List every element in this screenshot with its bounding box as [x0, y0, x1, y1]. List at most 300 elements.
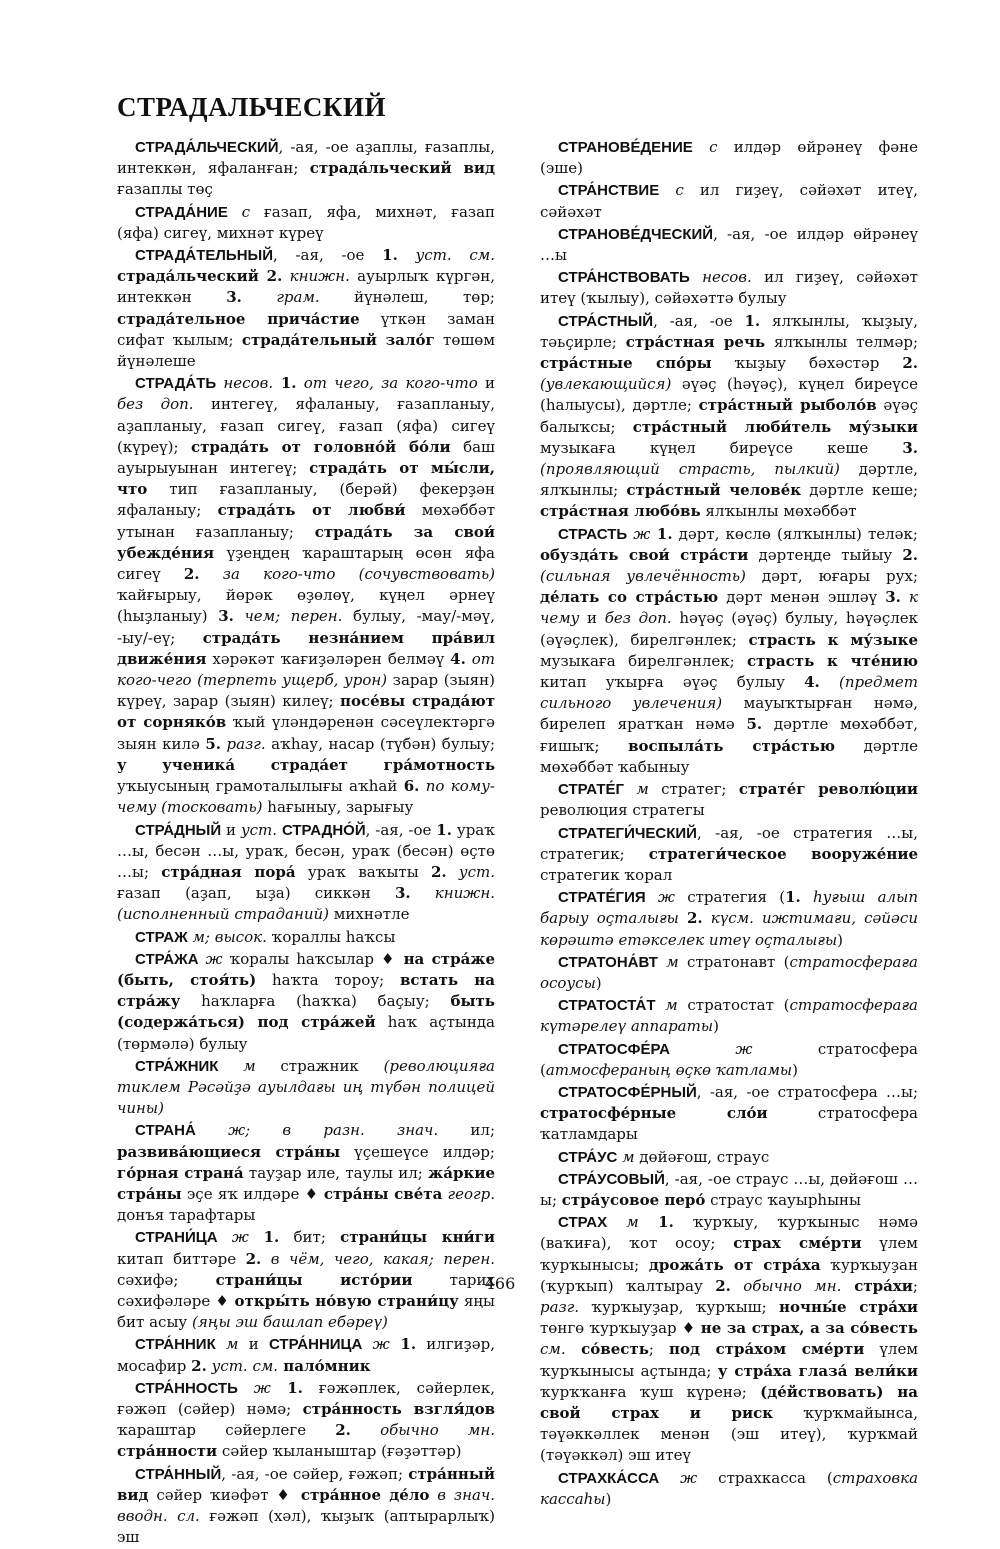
dictionary-entry: [540, 1147, 918, 1168]
entry-text: үҫешеүсе илдәр;: [340, 1142, 495, 1161]
entry-text: 1.: [382, 246, 398, 265]
entry-text: һаҡларға (һаҡҡа) баҫыу;: [180, 992, 451, 1011]
dictionary-entry: [540, 1082, 918, 1146]
entry-text: (предмет сильного увлечения): [540, 673, 918, 713]
dictionary-entry: [540, 1169, 918, 1211]
entry-text: 1.: [273, 374, 297, 393]
entry-headword: СТРА́ННЫЙ: [135, 1465, 222, 1483]
entry-text: книжн. (исполненный страданий): [117, 884, 495, 924]
entry-headword: СТРАНОВЕ́ДЧЕСКИЙ: [558, 225, 714, 243]
entry-text: 1.: [744, 311, 761, 330]
entry-text: м: [617, 1147, 635, 1166]
entry-headword: СТРА́ЖА: [135, 950, 199, 968]
entry-text: йүнәлеш, төр;: [319, 288, 495, 307]
entry-text: за кого-что (сочувствовать): [199, 565, 495, 584]
entry-headword: СТРАСТЬ: [558, 525, 628, 543]
entry-text: ҡоралы һаҡсылар ♦: [222, 949, 404, 968]
entry-text: үҙеңдең ҡараштарың өсөн яфа сигеү: [117, 543, 495, 584]
entry-text: стра́стная речь: [625, 332, 766, 351]
dictionary-entry: [540, 887, 918, 951]
entry-text: 2.: [191, 1356, 207, 1375]
entry-text: һуғыш алып барыу оҫталығы: [540, 888, 918, 928]
dictionary-entry: [117, 1120, 495, 1226]
entry-text: стратегия (: [674, 888, 786, 907]
dictionary-entry: [117, 373, 495, 818]
entry-text: 2.: [687, 909, 703, 928]
entry-text: воспыла́ть стра́стью: [628, 736, 836, 755]
entry-text: страсть к му́зыке: [748, 630, 918, 649]
entry-text: ураҡ …ы, бесән …ы, ураҡ, бесән, ураҡ (бесән) өҫтө …ы;: [117, 820, 495, 881]
entry-text: китап биттәре: [117, 1249, 246, 1268]
dictionary-entry: [117, 927, 495, 948]
entry-text: дәртле мөхәббәт, ғишыҡ;: [540, 715, 918, 755]
entry-text: жа́ркие стра́ны: [117, 1163, 495, 1203]
entry-text: го́рная страна́: [117, 1163, 244, 1182]
entry-text: уст.: [446, 862, 495, 881]
entry-text: стра́стный рыболо́в: [698, 396, 877, 415]
entry-text: посе́вы страда́ют от сорняко́в: [117, 692, 495, 732]
entry-text: стра́нное де́ло: [300, 1485, 430, 1504]
entry-text: ҡый үләндәренән сәсеүлектәргә зыян килә: [117, 713, 495, 753]
entry-text: күсм. ижтимағи, сәйәси көрәштә етәкселек итеү оҫталығы: [540, 909, 918, 949]
entry-text: тарих сәхифәләре ♦: [117, 1270, 495, 1310]
entry-text: ж; в разн. знач.: [195, 1121, 439, 1140]
entry-headword: СТРАТОСТА́Т: [558, 997, 656, 1015]
entry-text: яңы бит асыу: [117, 1291, 495, 1332]
entry-text: үлем ҡурҡынысы;: [540, 1234, 918, 1274]
entry-text: 3.: [885, 588, 901, 607]
entry-text: к чему: [540, 588, 918, 628]
entry-text: стратег;: [648, 780, 739, 799]
entry-text: страни́цы кни́ги: [340, 1228, 496, 1247]
entry-text: 2.: [245, 1249, 262, 1268]
entry-headword: СТРАТОНА́ВТ: [558, 953, 658, 971]
entry-text: ж: [217, 1228, 249, 1247]
dictionary-entry: [540, 311, 918, 523]
dictionary-entry: [117, 949, 495, 1055]
dictionary-entry: [117, 1056, 495, 1120]
entry-text: 1.: [270, 1378, 303, 1397]
entry-text: стратегик ҡорал: [540, 865, 673, 884]
entry-headword: СТРАДА́ТЕЛЬНЫЙ: [135, 247, 273, 265]
dictionary-entry: [540, 779, 918, 821]
dictionary-entry: [117, 1464, 495, 1549]
entry-text: , -ая, -ое: [273, 246, 383, 265]
entry-text: развива́ющиеся стра́ны: [117, 1142, 341, 1161]
entry-text: страус ҡауырһыны: [705, 1190, 861, 1209]
entry-text: хәрәкәт ҡағиҙәләрен белмәү: [206, 649, 451, 668]
entry-text: интегеү, яфаланыу, ғазапланыу, аҙапланыу, ғазап сигеү, ғазап (яфа) сигеү (күреү);: [117, 395, 495, 456]
entry-text: страда́ть от любви́: [217, 501, 406, 520]
entry-text: ): [837, 930, 844, 949]
entry-text: (сильная увлечённость): [540, 567, 746, 586]
entry-text: страни́цы исто́рии: [215, 1270, 413, 1289]
entry-text: дрожа́ть от стра́ха: [648, 1255, 821, 1274]
entry-text: музыкаға күңел биреүсе кеше: [540, 438, 903, 457]
entry-text: по кому-чему (тосковать): [117, 777, 495, 817]
page-number: 466: [484, 1274, 516, 1293]
entry-text: страховка кассаһы: [540, 1468, 919, 1508]
entry-text: и: [238, 1335, 269, 1354]
dictionary-entry: [540, 524, 918, 778]
entry-text: тауҙар иле, таулы ил;: [243, 1163, 429, 1182]
entry-text: эҫе яҡ илдәре ♦: [181, 1184, 324, 1203]
entry-text: ;: [912, 1276, 918, 1295]
dictionary-entry: [540, 180, 918, 222]
entry-text: төнгө ҡурҡыуҙар ♦: [540, 1319, 701, 1338]
entry-text: дәртле, ялҡынлы;: [540, 460, 918, 500]
entry-text: книжн.: [282, 267, 350, 286]
entry-text: китап уҡырға әүәҫ булыу: [540, 673, 805, 692]
entry-text: , -ая, -ое стратегия …ы, стратегик;: [540, 823, 918, 863]
entry-text: уст. см.: [206, 1356, 279, 1375]
entry-text: стра́стный люби́тель му́зыки: [632, 417, 919, 436]
entry-text: ялҡынлы мөхәббәт: [700, 502, 857, 521]
entry-text: и: [477, 374, 496, 393]
entry-text: страда́тельный зало́г: [241, 330, 435, 349]
entry-headword: СТРАХ: [558, 1214, 608, 1232]
entry-text: стра́стные спо́ры: [540, 354, 712, 373]
entry-text: стра́стная любо́вь: [540, 502, 701, 521]
entry-headword: СТРА́НСТВИЕ: [558, 182, 660, 200]
entry-text: несов.: [689, 268, 752, 287]
entry-text: стратостат (: [677, 996, 790, 1015]
entry-text: стратеги́ческое вооруже́ние: [648, 844, 918, 863]
entry-headword: СТРАТОСФЕ́РА: [558, 1040, 671, 1058]
entry-text: обычно мн.: [730, 1276, 842, 1295]
entry-text: стратосфе́рные сло́и: [540, 1104, 768, 1123]
entry-text: обычно мн.: [350, 1421, 495, 1440]
entry-text: см.: [540, 1340, 566, 1359]
entry-text: 5.: [746, 715, 763, 734]
entry-text: атмосфераның өҫкө ҡатламы: [545, 1060, 793, 1079]
entry-text: м: [215, 1335, 239, 1354]
entry-headword: СТРАТЕ́ГИЯ: [558, 889, 646, 907]
entry-text: пало́мник: [278, 1356, 371, 1375]
entry-text: ): [595, 973, 602, 992]
entry-text: стра́стный челове́к: [626, 481, 802, 500]
entry-text: ҡараштар сәйерлеге: [117, 1421, 336, 1440]
entry-text: төшөм йүнәлеше: [117, 330, 496, 371]
entry-text: ): [713, 1017, 719, 1036]
entry-text: не за страх, а за со́весть: [700, 1319, 918, 1338]
entry-text: без доп.: [604, 609, 672, 628]
entry-text: несов.: [216, 374, 274, 393]
entry-headword: СТРА́СТНЫЙ: [558, 312, 654, 330]
entry-text: стратонавт (: [678, 952, 790, 971]
entry-text: со́весть: [565, 1340, 649, 1359]
entry-text: 1.: [650, 524, 673, 543]
entry-text: 3.: [218, 607, 234, 626]
entry-headword: СТРА́ЖНИК: [135, 1057, 219, 1075]
entry-headword: СТРА́ННИЦА: [268, 1336, 363, 1354]
entry-text: страх сме́рти: [733, 1234, 862, 1253]
entry-text: (увлекающийся): [540, 375, 672, 394]
entry-text: 2.: [902, 545, 918, 564]
running-head: СТРАДАЛЬЧЕСКИЙ: [117, 92, 386, 122]
entry-text: ночны́е стра́хи: [779, 1297, 919, 1316]
entry-text: под стра́хом сме́рти: [669, 1340, 865, 1359]
entry-text: тип ғазапланыу, (берәй) фекерҙән яфаланыу;: [117, 480, 495, 520]
entry-headword: СТРА́УСОВЫЙ: [558, 1170, 665, 1188]
entry-headword: СТРАТЕ́Г: [558, 781, 625, 799]
entry-text: , -ая, -ое илдәр өйрәнеү …ы: [540, 224, 918, 265]
entry-text: м: [655, 996, 678, 1015]
entry-text: 6.: [403, 777, 420, 796]
entry-text: мөхәббәт утынан ғазапланыу;: [117, 501, 496, 541]
entry-text: в знач. вводн. сл.: [117, 1485, 495, 1525]
entry-text: дәрт, юғары рух;: [745, 567, 919, 586]
entry-text: геогр.: [442, 1184, 495, 1203]
entry-text: ғазап, яфа, михнәт, ғазап (яфа) сигеү, михнәт күреү: [117, 202, 496, 242]
entry-text: 2.: [335, 1421, 351, 1440]
dictionary-entry: [540, 823, 918, 887]
entry-text: үткән заман сифат ҡылым;: [117, 309, 495, 349]
entry-text: м: [218, 1056, 256, 1075]
dictionary-entry: [540, 137, 918, 179]
entry-text: ): [605, 1489, 612, 1508]
entry-text: ҡайғырыу, йөрәк өҙөлөү, күңел әрнеү (һыҙланыу): [117, 586, 495, 626]
entry-text: , -ая, -ое: [365, 820, 437, 839]
entry-text: 1.: [785, 888, 801, 907]
entry-text: , -ая, -ое стратосфера …ы;: [696, 1082, 918, 1101]
entry-text: на стра́же (быть, стоя́ть): [117, 949, 495, 989]
entry-text: ураҡ ваҡыты: [295, 862, 431, 881]
entry-text: страсть к чте́нию: [747, 651, 918, 670]
entry-text: һаҡ аҫтында (төрмәлә) булыу: [117, 1013, 495, 1053]
entry-text: стражник: [255, 1056, 384, 1075]
entry-headword: СТРАНОВЕ́ДЕНИЕ: [558, 139, 693, 156]
entry-text: откры́ть но́вую страни́цу: [234, 1291, 459, 1310]
dictionary-entry: [540, 995, 918, 1037]
entry-text: 1.: [248, 1228, 280, 1247]
entry-text: сәйер ҡыланыштар (ғәҙәттәр): [217, 1442, 462, 1461]
entry-text: м: [607, 1213, 639, 1232]
entry-text: аҡһау, насар (түбән) булыу;: [265, 734, 495, 753]
entry-text: ялҡынлы телмәр;: [765, 332, 918, 351]
entry-text: страда́ть за свои́ убежде́ния: [117, 522, 495, 562]
entry-headword: СТРАДНО́Й: [281, 821, 366, 839]
entry-text: и: [221, 820, 241, 839]
entry-text: ил гиҙеү, сәйәхәт итеү (ҡылыу), сәйәхәттә булыу: [540, 268, 918, 308]
entry-text: михнәтле: [329, 905, 410, 924]
entry-text: стра́нности: [117, 1442, 218, 1461]
entry-text: ж: [198, 949, 223, 968]
dictionary-entry: [117, 1378, 495, 1463]
entry-text: һәүәҫ (әүәҫ) булыу, һәүәҫлек (әүәҫлек), бирелгәнлек;: [540, 609, 918, 649]
entry-text: ҡурҡмайынса, тәүәккәллек менән (эш итеү), ҡурҡмай (тәүәккәл) эш итеү: [540, 1403, 918, 1465]
entry-text: (революцияға тиклем Рәсәйҙә ауылдағы иң түбән полицей чины): [117, 1056, 495, 1118]
dictionary-entry: [117, 245, 495, 372]
entry-text: (проявляющий страсть, пылкий): [540, 460, 840, 479]
entry-text: страда́ть от головно́й бо́ли: [190, 437, 451, 456]
entry-headword: СТРАДА́НИЕ: [135, 203, 228, 221]
entry-text: у стра́ха глаза́ вели́ки: [717, 1361, 918, 1380]
entry-text: мауыҡтырған нәмә, бирелеп яратҡан нәмә: [540, 694, 919, 734]
entry-text: быть (содержа́ться) под стра́жей: [117, 992, 495, 1032]
entry-text: ҡыҙыу бәхәстәр: [711, 354, 903, 373]
entry-text: стратосфера ҡатламдары: [540, 1104, 918, 1144]
entry-headword: СТРАХКА́ССА: [558, 1469, 660, 1487]
entry-text: у ученика́ страда́ет гра́мотность: [117, 755, 495, 774]
entry-text: революция стратегы: [540, 801, 705, 820]
entry-text: донъя тарафтары: [117, 1206, 256, 1225]
entry-text: де́лать со стра́стью: [540, 588, 719, 607]
entry-text: үлем ҡурҡынысы аҫтында;: [540, 1340, 918, 1380]
entry-text: встать на стра́жу: [117, 970, 495, 1011]
entry-text: стратосфера (: [540, 1039, 918, 1079]
entry-text: (яңы эш башлап ебәреү): [191, 1313, 388, 1332]
entry-text: 2.: [266, 267, 283, 286]
entry-text: сәхифә;: [117, 1270, 216, 1289]
entry-text: стра́ны све́та: [323, 1184, 443, 1203]
entry-text: от кого-чего (терпеть ущерб, урон): [117, 649, 495, 690]
entry-text: уст.: [240, 820, 278, 839]
entry-text: әүәҫ (һәүәҫ), күңел биреүсе (һалыусы), дәртле;: [540, 375, 918, 415]
entry-text: уст. см.: [397, 246, 495, 265]
dictionary-entry: [117, 202, 495, 244]
entry-text: ): [792, 1060, 799, 1079]
entry-text: дәртле кеше;: [801, 481, 918, 500]
entry-text: ғазаплы төҫ: [117, 180, 213, 199]
entry-text: ;: [648, 1340, 670, 1359]
entry-headword: СТРАНИ́ЦА: [135, 1229, 218, 1247]
entry-text: ж: [645, 888, 675, 907]
entry-text: стра́нность взгля́дов: [302, 1399, 496, 1418]
entry-text: стратосфераға күтәрелеү аппараты: [540, 996, 918, 1036]
entry-text: стра́нный вид: [117, 1464, 495, 1504]
entry-text: , -ая, -ое страус …ы, дөйәғош …ы;: [540, 1169, 918, 1209]
dictionary-entry: [117, 137, 495, 201]
entry-text: с: [659, 181, 684, 200]
entry-text: илгиҙәр, мосафир: [117, 1335, 495, 1375]
entry-text: м: [657, 952, 679, 971]
entry-text: с: [227, 202, 251, 221]
entry-text: ғәжәп (хәл), ҡыҙыҡ (аптырарлыҡ) эш: [117, 1507, 495, 1547]
entry-text: ҡораллы һаҡсы: [266, 927, 396, 946]
entry-text: ғазап (аҙап, ыҙа) сиккән: [117, 884, 395, 903]
entry-text: ҡурҡыуҙар, ҡурҡыш;: [579, 1297, 779, 1316]
entry-text: , -ая, -ое сәйер, ғәжәп;: [221, 1464, 409, 1483]
entry-text: дәрт менән эшләү: [718, 588, 886, 607]
entry-text: баш ауырыуынан интегеү;: [117, 437, 496, 478]
entry-text: һаҡта тороу;: [256, 970, 400, 989]
entry-headword: СТРАТОСФЕ́РНЫЙ: [558, 1083, 697, 1101]
entry-text: в чём, чего, какая; перен.: [261, 1249, 495, 1268]
dictionary-entry: [540, 1212, 918, 1466]
entry-text: разг.: [221, 734, 266, 753]
entry-text: 1.: [638, 1213, 674, 1232]
dictionary-entry: [117, 1334, 495, 1376]
entry-headword: СТРАТЕГИ́ЧЕСКИЙ: [558, 824, 697, 842]
entry-text: ж: [237, 1378, 271, 1397]
entry-text: ялҡынлы, ҡыҙыу, тәьҫирле;: [540, 311, 918, 351]
entry-text: ҡурҡыуҙан (ҡурҡып) ҡалтырау: [540, 1255, 918, 1295]
dictionary-entry: [540, 952, 918, 994]
entry-headword: СТРАНА́: [135, 1122, 196, 1140]
entry-text: разг.: [540, 1297, 580, 1316]
entry-headword: СТРА́ННИК: [135, 1336, 216, 1354]
entry-text: дәртле мөхәббәт ҡабыныу: [540, 736, 918, 776]
entry-text: 4.: [450, 649, 466, 668]
entry-headword: СТРА́ННОСТЬ: [135, 1379, 238, 1397]
left-column: [117, 137, 495, 1549]
entry-headword: СТРАДА́ТЬ: [135, 375, 217, 393]
entry-text: обузда́ть свои́ стра́сти: [540, 545, 749, 564]
entry-text: , -ая, -ое аҙаплы, ғазаплы, интеккән, яфаланған;: [117, 138, 495, 178]
entry-text: страда́ть от мы́сли, что: [117, 459, 495, 499]
entry-text: 1.: [436, 820, 452, 839]
entry-text: страда́ть незна́нием пра́вил движе́ния: [117, 628, 495, 668]
entry-text: бит;: [279, 1228, 341, 1247]
entry-headword: СТРА́ДНЫЙ: [135, 821, 222, 839]
dictionary-entry: [540, 1039, 918, 1081]
dictionary-entry: [540, 1468, 918, 1510]
entry-text: ж: [362, 1335, 390, 1354]
entry-text: м; высок.: [187, 927, 267, 946]
entry-text: 2.: [902, 354, 918, 373]
dictionary-entry: [540, 224, 918, 266]
entry-text: дөйәғош, страус: [634, 1147, 770, 1166]
entry-text: 3.: [394, 884, 411, 903]
entry-text: страда́тельное прича́стие: [117, 309, 360, 328]
right-column: [540, 137, 918, 1511]
entry-text: ж: [670, 1039, 753, 1058]
entry-headword: СТРА́УС: [558, 1148, 618, 1166]
entry-text: зарар (зыян) күреү, зарар (зыян) килеү;: [117, 671, 495, 711]
dictionary-entry: [540, 267, 918, 309]
entry-headword: СТРАЖ: [135, 928, 188, 946]
entry-text: ил гиҙеү, сәйәхәт итеү, сәйәхәт: [540, 181, 919, 221]
entry-text: стра́дная пора́: [161, 862, 296, 881]
entry-text: ил;: [438, 1121, 495, 1140]
entry-text: и: [579, 609, 605, 628]
entry-text: 1.: [389, 1335, 417, 1354]
entry-text: ауырлыҡ күргән, интеккән: [117, 267, 495, 307]
entry-text: стратосфераға осоусы: [540, 952, 918, 992]
entry-text: от чего, за кого-что: [296, 374, 478, 393]
entry-text: 5.: [205, 734, 222, 753]
entry-text: 2.: [430, 862, 447, 881]
entry-text: булыу, -мау/-мәү, -ыу/-еү;: [117, 607, 495, 647]
entry-text: ҡурҡҡанға ҡуш күренә;: [540, 1382, 761, 1401]
entry-text: 4.: [804, 673, 820, 692]
entry-text: ғәжәплек, сәйерлек, ғәжәп (сәйер) нәмә;: [117, 1378, 495, 1418]
entry-text: уҡыусының грамоталылығы аҡһай: [117, 777, 404, 796]
entry-text: 2.: [183, 565, 200, 584]
entry-text: әүәҫ балыҡсы;: [540, 396, 918, 436]
entry-text: страхкасса (: [697, 1468, 833, 1487]
entry-text: дәртеңде тыйыу: [748, 545, 903, 564]
entry-text: стра́усовое перо́: [561, 1190, 706, 1209]
entry-text: м: [624, 780, 649, 799]
dictionary-entry: [117, 820, 495, 926]
entry-text: страда́льческий вид: [309, 159, 496, 178]
entry-text: грам.: [241, 288, 320, 307]
entry-text: с: [692, 138, 718, 156]
entry-headword: СТРА́НСТВОВАТЬ: [558, 269, 690, 287]
entry-text: страда́льческий: [117, 267, 267, 286]
entry-text: стра́хи: [841, 1276, 913, 1295]
entry-text: һағыныу, зарығыу: [262, 798, 414, 817]
entry-text: (де́йствовать) на свой страх и риск: [540, 1382, 918, 1422]
entry-text: 2.: [715, 1276, 731, 1295]
entry-text: ҡурҡыу, ҡурҡыныс нәмә (ваҡиға), ҡот осоу;: [540, 1213, 918, 1253]
entry-text: 3.: [226, 288, 242, 307]
entry-text: без доп.: [117, 395, 194, 414]
entry-text: , -ая, -ое: [653, 311, 745, 330]
entry-headword: СТРАДА́ЛЬЧЕСКИЙ: [135, 139, 279, 156]
